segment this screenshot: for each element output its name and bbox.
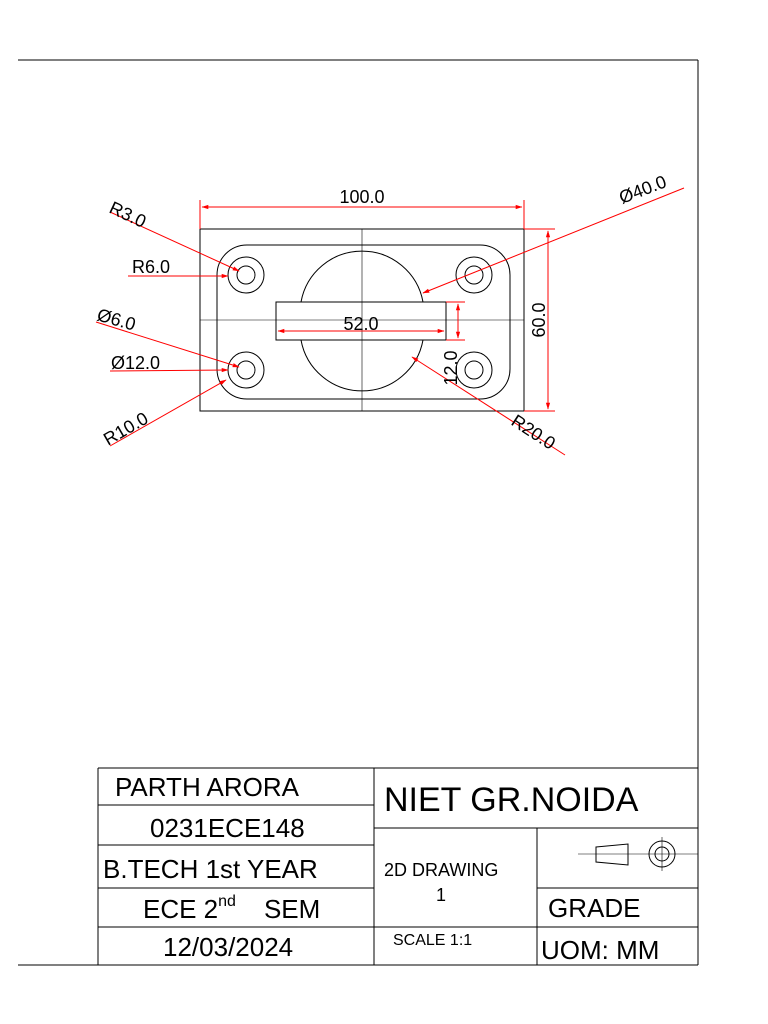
roll-number: 0231ECE148 [150, 813, 305, 843]
course: B.TECH 1st YEAR [103, 854, 318, 884]
student-name: PARTH ARORA [115, 772, 299, 802]
hole-bottom-right [456, 352, 492, 388]
dimension-lines [96, 188, 684, 455]
hole-top-right [456, 257, 492, 293]
dim-dia6-text: Ø6.0 [94, 304, 138, 335]
hole-bottom-left [228, 352, 264, 388]
unit-of-measure: UOM: MM [541, 935, 660, 965]
branch-superscript: nd [218, 893, 236, 910]
dim-r10-text: R10.0 [100, 408, 152, 450]
dim-dia12-text: Ø12.0 [111, 353, 161, 373]
branch-label: ECE 2 [143, 894, 219, 924]
scale: SCALE 1:1 [393, 932, 473, 949]
branch-semester [143, 893, 321, 924]
leader-dia40 [423, 188, 684, 293]
first-angle-projection-icon [578, 837, 698, 871]
dim-r20-text: R20.0 [507, 410, 560, 454]
dim-12-text: 12.0 [441, 350, 461, 386]
grade-label: GRADE [548, 893, 641, 923]
date: 12/03/2024 [163, 932, 294, 962]
dim-dia40-text: Ø40.0 [616, 171, 670, 208]
dim-100-text: 100.0 [339, 187, 385, 207]
drawing-title: 2D DRAWING [384, 860, 499, 880]
semester-label: SEM [263, 894, 321, 924]
drawing-number: 1 [436, 885, 447, 905]
dim-60-text: 60.0 [529, 302, 549, 338]
dim-52-text: 52.0 [343, 314, 379, 334]
institute-name: NIET GR.NOIDA [384, 781, 639, 819]
dim-r6-text: R6.0 [132, 257, 171, 277]
hole-top-left [228, 257, 264, 293]
dim-r3-text: R3.0 [106, 197, 150, 232]
